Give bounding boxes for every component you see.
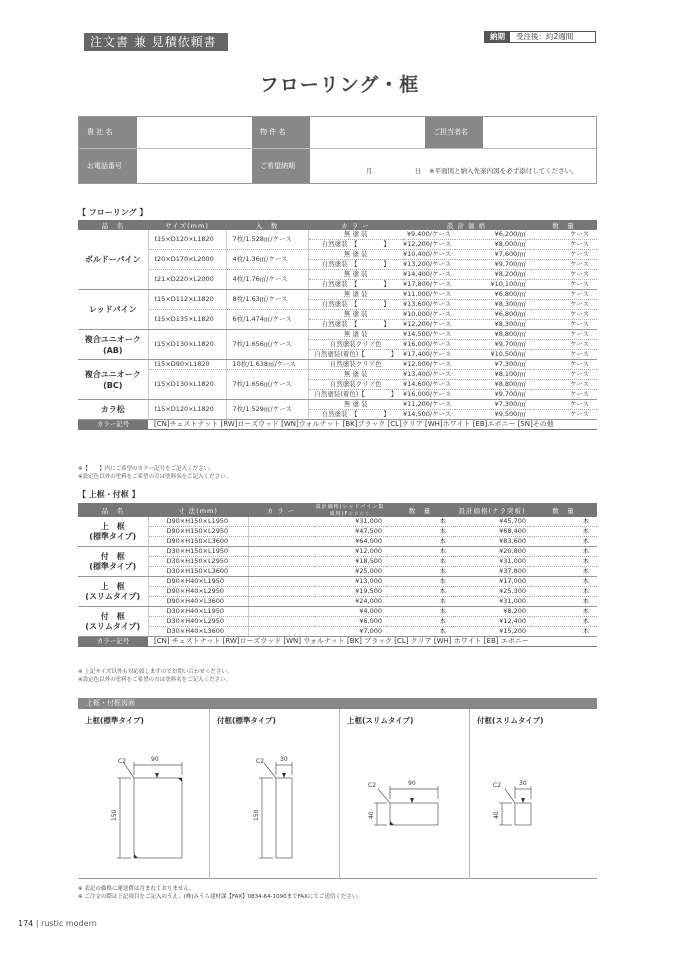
diagram-bar: 上框・付框図面: [78, 698, 597, 709]
price-pine-cell: ¥64,000: [314, 537, 386, 547]
price-pine-cell: ¥18,500: [314, 557, 386, 567]
price-pine-cell: ¥24,000: [314, 597, 386, 607]
price-case-cell: ¥11,000/ケース: [403, 290, 455, 300]
profile-drawing: [78, 709, 209, 879]
color-field[interactable]: [248, 537, 314, 547]
price-m2-cell: ¥8,200/㎡: [455, 270, 530, 280]
price-m2-cell: ¥6,800/㎡: [455, 310, 530, 320]
table-row: [78, 577, 597, 587]
column-header: 数 量: [530, 503, 597, 517]
person-label: ご担当者名: [425, 117, 483, 148]
footer-note: ※ 表記の価格に運送費は含まれておりません。: [78, 886, 195, 892]
price-case-cell: ¥14,500/ケース: [403, 410, 455, 420]
table-row: [78, 360, 597, 370]
frames-note: ※設定色以外の塗料をご希望の方は塗料名をご記入ください。: [78, 676, 232, 683]
day-label: 日: [414, 167, 422, 175]
finish-cell: 自然塗装 【 】: [308, 240, 403, 250]
size-cell: D30×H150×L2950: [148, 557, 248, 567]
product-name: 複合ユニオーク(BC): [78, 360, 148, 400]
finish-cell: 自然塗装クリア色: [308, 360, 403, 370]
color-code-label: カラー記号: [78, 637, 148, 647]
table-row: [78, 557, 597, 567]
quantity-field[interactable]: ケース: [530, 400, 597, 410]
quantity-field[interactable]: ケース: [530, 270, 597, 280]
property-label: 物 件 名: [252, 117, 310, 148]
finish-cell: 無 塗 装: [308, 330, 403, 340]
quantity-field[interactable]: 本: [386, 517, 454, 527]
quantity-field[interactable]: ケース: [530, 370, 597, 380]
finish-cell: 無 塗 装: [308, 250, 403, 260]
table-row: [78, 290, 597, 300]
quantity-field[interactable]: ケース: [530, 380, 597, 390]
price-case-cell: ¥12,000/ケース: [403, 360, 455, 370]
quantity-field[interactable]: 本: [530, 547, 597, 557]
quantity-field[interactable]: 本: [530, 587, 597, 597]
quantity-field[interactable]: 本: [386, 607, 454, 617]
price-oak-cell: ¥37,800: [454, 567, 530, 577]
price-pine-cell: ¥6,000: [314, 617, 386, 627]
price-case-cell: ¥16,000/ケース: [403, 390, 455, 400]
column-header: 数 量: [530, 220, 597, 230]
quantity-field[interactable]: ケース: [530, 320, 597, 330]
price-pine-cell: ¥25,000: [314, 567, 386, 577]
table-row: [78, 230, 597, 240]
product-name: 複合ユニオーク(AB): [78, 330, 148, 360]
color-code-list: [CN]チェストナット [RW]ローズウッド [WN]ウォルナット [BK]ブラック [CL]クリア [WH]ホワイト [EB]エボニー [SN]その他: [148, 420, 597, 430]
table-row: [78, 607, 597, 617]
quantity-field[interactable]: 本: [530, 517, 597, 527]
table-row: [78, 627, 597, 637]
finish-cell: 自然塗装(着色)【 】: [308, 350, 403, 360]
footer-note: ※ ご注文の際は上記項目をご記入のうえ、(株)みうら建材課【FAX】0834-64-1090までFAXにてご送信ください。: [78, 894, 363, 900]
size-cell: t15×D120×L1820: [148, 230, 226, 250]
size-cell: t15×D120×L1820: [148, 400, 226, 420]
phone-label: お電話番号: [79, 149, 137, 183]
color-field[interactable]: [248, 587, 314, 597]
product-name: 上 框 (標準タイプ): [78, 517, 148, 547]
quantity-field[interactable]: ケース: [530, 390, 597, 400]
flooring-note: ※設定色以外の塗料をご希望の方は塗料名をご記入ください。: [78, 473, 232, 480]
table-row: [78, 250, 597, 260]
delivery-label: ご希望納期: [252, 149, 310, 183]
price-m2-cell: ¥9,700/㎡: [455, 260, 530, 270]
quantity-field[interactable]: 本: [386, 557, 454, 567]
price-oak-cell: ¥31,000: [454, 557, 530, 567]
quantity-field[interactable]: ケース: [530, 280, 597, 290]
price-oak-cell: ¥68,400: [454, 527, 530, 537]
price-pine-cell: ¥47,500: [314, 527, 386, 537]
table-row: [78, 537, 597, 547]
quantity-field[interactable]: 本: [386, 547, 454, 557]
person-field[interactable]: [483, 117, 596, 148]
lead-time-label: 納期: [485, 32, 510, 42]
price-case-cell: ¥10,400/ケース: [403, 250, 455, 260]
price-oak-cell: ¥20,800: [454, 547, 530, 557]
size-cell: D90×H150×L3600: [148, 537, 248, 547]
table-row: [78, 587, 597, 597]
column-header: カ ラ ー: [308, 220, 403, 230]
color-code-row: [78, 420, 597, 430]
diagram-area: [78, 709, 597, 879]
profile-drawing: [340, 709, 470, 879]
finish-cell: 自然塗装クリア色: [308, 340, 403, 350]
price-m2-cell: ¥6,800/㎡: [455, 290, 530, 300]
color-field[interactable]: [248, 527, 314, 537]
column-header: 入 数: [226, 220, 308, 230]
price-pine-cell: ¥13,000: [314, 577, 386, 587]
finish-cell: 自然塗装 【 】: [308, 320, 403, 330]
chamfer-dim: C2: [368, 782, 377, 789]
width-dim: 90: [408, 780, 416, 787]
quantity-field[interactable]: ケース: [530, 310, 597, 320]
quantity-field[interactable]: 本: [530, 597, 597, 607]
doc-title: 注文書 兼 見積依頼書: [84, 33, 228, 51]
quantity-field[interactable]: ケース: [530, 260, 597, 270]
frames-note: ※ 上記サイズ以外も対応致しますのでお問い合わせください。: [78, 669, 233, 675]
brand-name: rustic modern: [41, 919, 97, 928]
price-oak-cell: ¥12,400: [454, 617, 530, 627]
frames-notes: [78, 669, 232, 684]
price-case-cell: ¥16,000/ケース: [403, 340, 455, 350]
finish-cell: 自然塗装クリア色: [308, 380, 403, 390]
height-dim: 40: [368, 811, 375, 819]
table-row: [78, 547, 597, 557]
frames-table: [78, 503, 597, 647]
lead-time-value: 受注後：約2週間: [516, 32, 574, 41]
column-header: 設計価格(ナラ突板): [454, 503, 530, 517]
product-name: カラ松: [78, 400, 148, 420]
finish-cell: 無 塗 装: [308, 230, 403, 240]
column-header: 設 計 価 格: [403, 220, 530, 230]
size-cell: t15×D112×L1820: [148, 290, 226, 310]
price-m2-cell: ¥8,300/㎡: [455, 300, 530, 310]
column-header: カ ラ ー: [248, 503, 314, 517]
flooring-note: ※【 】内にご希望のカラー記号をご記入ください。: [78, 466, 215, 472]
quantity-field[interactable]: 本: [386, 527, 454, 537]
table-row: [78, 527, 597, 537]
diagram-standard-upper: [78, 709, 209, 879]
color-field[interactable]: [248, 627, 314, 637]
finish-cell: 自然塗装 【 】: [308, 260, 403, 270]
table-row: [78, 597, 597, 607]
diagram-slim-fitting: [469, 709, 597, 879]
price-case-cell: ¥17,800/ケース: [403, 280, 455, 290]
quantity-field[interactable]: 本: [386, 587, 454, 597]
price-case-cell: ¥13,400/ケース: [403, 370, 455, 380]
size-cell: t15×D135×L1820: [148, 310, 226, 330]
size-cell: D90×H150×L2950: [148, 527, 248, 537]
table-row: [78, 517, 597, 527]
quantity-field[interactable]: ケース: [530, 240, 597, 250]
quantity-field[interactable]: ケース: [530, 340, 597, 350]
price-m2-cell: ¥10,100/㎡: [455, 280, 530, 290]
color-field[interactable]: [248, 567, 314, 577]
price-case-cell: ¥10,000/ケース: [403, 310, 455, 320]
profile-drawing: [470, 709, 598, 879]
price-oak-cell: ¥15,200: [454, 627, 530, 637]
price-pine-cell: ¥4,000: [314, 607, 386, 617]
footer-notes: [78, 885, 363, 901]
price-m2-cell: ¥7,300/㎡: [455, 400, 530, 410]
quantity-field[interactable]: 本: [530, 577, 597, 587]
month-label: 月: [366, 167, 373, 175]
quantity-field[interactable]: ケース: [530, 250, 597, 260]
price-case-cell: ¥13,600/ケース: [403, 300, 455, 310]
table-row: [78, 330, 597, 340]
pack-cell: 8枚/1.63㎡/ケース: [226, 290, 308, 310]
flooring-notes: [78, 466, 231, 481]
pack-cell: 4枚/1.76㎡/ケース: [226, 270, 308, 290]
chamfer-dim: C2: [118, 758, 127, 765]
size-cell: t15×D90×L1820: [148, 360, 226, 370]
flooring-table: [78, 220, 597, 430]
diagram-title: 上框(スリムタイプ): [347, 716, 414, 725]
order-form: [78, 116, 597, 184]
color-field[interactable]: [248, 557, 314, 567]
size-cell: D30×H40×L3600: [148, 627, 248, 637]
finish-cell: 無 塗 装: [308, 290, 403, 300]
finish-cell: 無 塗 装: [308, 310, 403, 320]
price-m2-cell: ¥9,500/㎡: [455, 410, 530, 420]
size-cell: t20×D170×L2000: [148, 250, 226, 270]
diagram-title: 付框(標準タイプ): [217, 716, 276, 725]
size-cell: t15×D130×L1820: [148, 370, 226, 400]
quantity-field[interactable]: ケース: [530, 290, 597, 300]
chamfer-dim: C2: [256, 758, 265, 765]
color-field[interactable]: [248, 607, 314, 617]
diagram-title: 付框(スリムタイプ): [477, 716, 544, 725]
height-dim: 150: [111, 809, 118, 821]
chamfer-dim: C2: [493, 782, 502, 789]
pack-cell: 7枚/1.656㎡/ケース: [226, 330, 308, 360]
size-cell: D30×H40×L2950: [148, 617, 248, 627]
price-case-cell: ¥11,200/ケース: [403, 400, 455, 410]
price-pine-cell: ¥31,000: [314, 517, 386, 527]
price-case-cell: ¥13,200/ケース: [403, 260, 455, 270]
flooring-section-title: 【 フローリング 】: [78, 208, 148, 217]
phone-field[interactable]: [137, 149, 252, 183]
pack-cell: 4枚/1.36㎡/ケース: [226, 250, 308, 270]
price-m2-cell: ¥7,300/㎡: [455, 360, 530, 370]
color-field[interactable]: [248, 617, 314, 627]
quantity-field[interactable]: 本: [530, 557, 597, 567]
table-row: [78, 310, 597, 320]
price-m2-cell: ¥9,700/㎡: [455, 390, 530, 400]
finish-cell: 自然塗装 【 】: [308, 300, 403, 310]
property-field[interactable]: [310, 117, 425, 148]
price-m2-cell: ¥9,700/㎡: [455, 340, 530, 350]
price-oak-cell: ¥8,200: [454, 607, 530, 617]
price-m2-cell: ¥8,800/㎡: [455, 330, 530, 340]
profile-drawing: [210, 709, 340, 879]
width-dim: 30: [519, 780, 527, 787]
quantity-field[interactable]: ケース: [530, 300, 597, 310]
size-cell: D30×H150×L1950: [148, 547, 248, 557]
price-m2-cell: ¥8,300/㎡: [455, 320, 530, 330]
price-m2-cell: ¥8,000/㎡: [455, 240, 530, 250]
price-m2-cell: ¥7,600/㎡: [455, 250, 530, 260]
table-row: [78, 370, 597, 380]
product-name: 付 框 (標準タイプ): [78, 547, 148, 577]
pack-cell: 6枚/1.474㎡/ケース: [226, 310, 308, 330]
quantity-field[interactable]: ケース: [530, 410, 597, 420]
price-oak-cell: ¥45,700: [454, 517, 530, 527]
column-header: 寸 法(mm): [148, 503, 248, 517]
quantity-field[interactable]: 本: [530, 617, 597, 627]
quantity-field[interactable]: 本: [386, 617, 454, 627]
finish-cell: 無 塗 装: [308, 370, 403, 380]
price-oak-cell: ¥25,300: [454, 587, 530, 597]
product-name: 付 框 (スリムタイプ): [78, 607, 148, 637]
price-case-cell: ¥9,400/ケース: [403, 230, 455, 240]
diagram-standard-fitting: [209, 709, 339, 879]
color-code-row: [78, 637, 597, 647]
table-row: [78, 567, 597, 577]
finish-cell: 自然塗装 【 】: [308, 280, 403, 290]
price-case-cell: ¥14,400/ケース: [403, 270, 455, 280]
quantity-field[interactable]: 本: [386, 597, 454, 607]
size-cell: D90×H40×L1950: [148, 577, 248, 587]
page-number: 174: [18, 919, 34, 928]
diagram-title: 上框(標準タイプ): [85, 716, 144, 725]
finish-cell: 無 塗 装: [308, 270, 403, 280]
size-cell: t15×D130×L1820: [148, 330, 226, 360]
size-cell: D30×H150×L3600: [148, 567, 248, 577]
price-case-cell: ¥14,600/ケース: [403, 380, 455, 390]
color-field[interactable]: [248, 547, 314, 557]
price-m2-cell: ¥8,800/㎡: [455, 380, 530, 390]
color-field[interactable]: [248, 597, 314, 607]
price-pine-cell: ¥7,000: [314, 627, 386, 637]
quantity-field[interactable]: 本: [386, 577, 454, 587]
quantity-field[interactable]: 本: [530, 537, 597, 547]
delivery-field[interactable]: [310, 149, 596, 183]
price-case-cell: ¥12,200/ケース: [403, 320, 455, 330]
quantity-field[interactable]: 本: [386, 537, 454, 547]
quantity-field[interactable]: 本: [530, 627, 597, 637]
quantity-field[interactable]: 本: [530, 567, 597, 577]
column-header: 品 名: [78, 220, 148, 230]
product-name: ボルドーパイン: [78, 230, 148, 290]
column-header: サイズ(mm): [148, 220, 226, 230]
price-case-cell: ¥14,500/ケース: [403, 330, 455, 340]
column-header: 設計価格(レッドパイン集成材)F☆☆☆☆: [315, 504, 385, 517]
price-oak-cell: ¥17,000: [454, 577, 530, 587]
price-oak-cell: ¥31,000: [454, 597, 530, 607]
pack-cell: 10枚/1.638㎡/ケース: [226, 360, 308, 370]
company-field[interactable]: [137, 117, 252, 148]
attachment-note: ※平面図と納入先案内図を必ず添付してください。: [429, 167, 578, 175]
pack-cell: 7枚/1.529㎡/ケース: [226, 400, 308, 420]
quantity-field[interactable]: ケース: [530, 350, 597, 360]
table-row: [78, 270, 597, 280]
finish-cell: 無 塗 装: [308, 400, 403, 410]
price-m2-cell: ¥6,200/㎡: [455, 230, 530, 240]
quantity-field[interactable]: ケース: [530, 330, 597, 340]
height-dim: 40: [493, 811, 500, 819]
size-cell: D30×H40×L1950: [148, 607, 248, 617]
size-cell: D90×H150×L1950: [148, 517, 248, 527]
column-header: 数 量: [386, 503, 454, 517]
company-label: 貴 社 名: [79, 117, 137, 148]
quantity-field[interactable]: 本: [386, 567, 454, 577]
diagram-slim-upper: [339, 709, 469, 879]
quantity-field[interactable]: 本: [530, 607, 597, 617]
color-field[interactable]: [248, 517, 314, 527]
column-header: 品 名: [78, 503, 148, 517]
size-cell: t21×D220×L2000: [148, 270, 226, 290]
height-dim: 150: [253, 809, 260, 821]
product-name: 上 框 (スリムタイプ): [78, 577, 148, 607]
finish-cell: 自然塗装(着色)【 】: [308, 390, 403, 400]
price-case-cell: ¥12,200/ケース: [403, 240, 455, 250]
price-case-cell: ¥17,400/ケース: [403, 350, 455, 360]
pack-cell: 7枚/1.528㎡/ケース: [226, 230, 308, 250]
width-dim: 30: [280, 756, 288, 763]
table-row: [78, 400, 597, 410]
size-cell: D90×H40×L2950: [148, 587, 248, 597]
page-footer: 174 | rustic modern: [18, 919, 97, 928]
size-cell: D90×H40×L3600: [148, 597, 248, 607]
pack-cell: 7枚/1.656㎡/ケース: [226, 370, 308, 400]
product-name: レッドパイン: [78, 290, 148, 330]
frames-section-title: 【 上框・付框 】: [78, 490, 140, 499]
price-m2-cell: ¥10,500/㎡: [455, 350, 530, 360]
quantity-field[interactable]: ケース: [530, 230, 597, 240]
color-code-label: カラー記号: [78, 420, 148, 430]
price-m2-cell: ¥8,100/㎡: [455, 370, 530, 380]
width-dim: 90: [151, 756, 159, 763]
finish-cell: 自然塗装 【 】: [308, 410, 403, 420]
quantity-field[interactable]: 本: [386, 627, 454, 637]
color-code-list: [CN] チェストナット [RW]ローズウッド [WN] ウォルナット [BK] ブラック [CL] クリア [WH] ホワイト [EB] エボニー: [148, 637, 597, 647]
quantity-field[interactable]: 本: [530, 527, 597, 537]
color-field[interactable]: [248, 577, 314, 587]
page-title: フローリング・框: [259, 74, 420, 96]
price-pine-cell: ¥19,500: [314, 587, 386, 597]
table-row: [78, 617, 597, 627]
price-oak-cell: ¥83,600: [454, 537, 530, 547]
quantity-field[interactable]: ケース: [530, 360, 597, 370]
price-pine-cell: ¥12,000: [314, 547, 386, 557]
lead-time-box: [484, 31, 596, 43]
